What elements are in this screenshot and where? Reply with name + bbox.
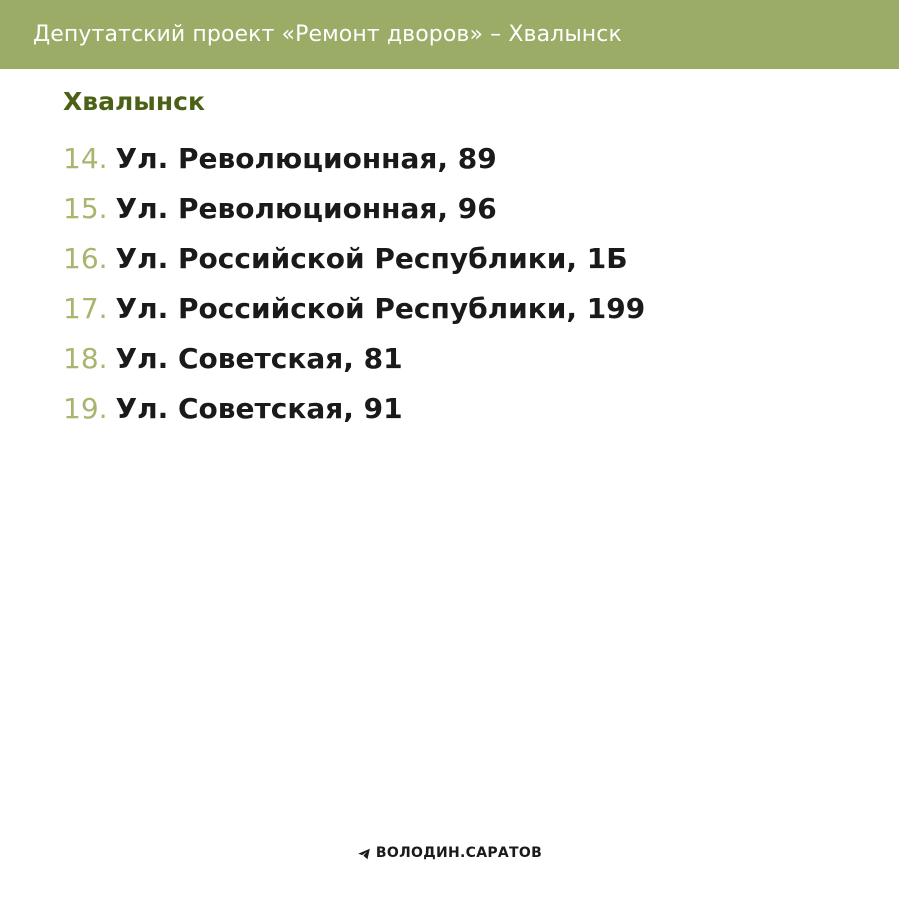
item-address: Ул. Советская, 91 <box>115 392 403 425</box>
list-item <box>63 288 645 338</box>
item-address: Ул. Революционная, 89 <box>115 142 497 175</box>
list-item <box>63 238 645 288</box>
item-address: Ул. Революционная, 96 <box>115 192 497 225</box>
footer-brand <box>357 845 542 861</box>
footer-text: ВОЛОДИН.САРАТОВ <box>375 845 543 861</box>
header-title: Депутатский проект «Ремонт дворов» – Хвалынск <box>33 22 622 47</box>
telegram-plane-icon <box>357 846 371 860</box>
item-number: 16. <box>63 242 108 275</box>
item-address: Ул. Советская, 81 <box>115 342 403 375</box>
list-item <box>63 338 645 388</box>
list-item <box>63 188 645 238</box>
item-address: Ул. Российской Республики, 199 <box>115 292 646 325</box>
list-item <box>63 388 645 438</box>
list-item <box>63 138 645 188</box>
item-number: 17. <box>63 292 108 325</box>
item-number: 18. <box>63 342 108 375</box>
footer <box>0 841 899 865</box>
item-address: Ул. Российской Республики, 1Б <box>115 242 628 275</box>
section-title: Хвалынск <box>63 87 205 116</box>
item-number: 19. <box>63 392 108 425</box>
header-bar <box>0 0 899 69</box>
item-number: 15. <box>63 192 108 225</box>
address-list <box>63 138 645 438</box>
item-number: 14. <box>63 142 108 175</box>
